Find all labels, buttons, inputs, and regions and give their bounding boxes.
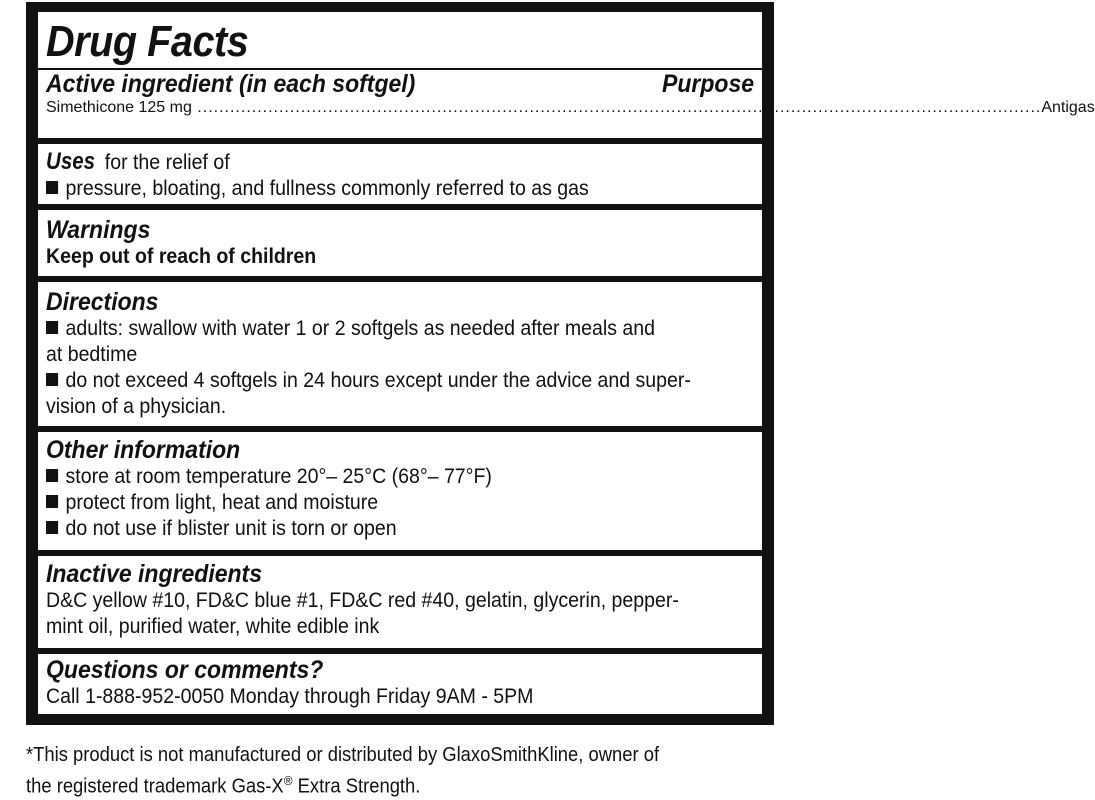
purpose-heading: Purpose xyxy=(661,70,754,98)
directions-heading: Directions xyxy=(46,288,159,316)
leader-dots: ........................................................................................................................................................... xyxy=(191,99,1042,116)
directions-section xyxy=(38,282,762,426)
active-ingredient-row xyxy=(46,98,1095,118)
other-info-item: protect from light, heat and moisture xyxy=(46,490,704,516)
directions-item-2: do not exceed 4 softgels in 24 hours except under the advice and super- xyxy=(46,368,704,394)
bullet-square-icon xyxy=(46,495,58,508)
disclaimer-footnote xyxy=(26,742,725,800)
directions-item-1-cont: at bedtime xyxy=(46,343,138,366)
bullet-square-icon xyxy=(46,521,58,534)
warnings-heading: Warnings xyxy=(46,216,151,244)
drug-facts-panel xyxy=(26,2,1095,725)
active-ingredient-header xyxy=(46,70,754,98)
questions-section xyxy=(38,654,762,714)
title-section xyxy=(38,12,1095,138)
bullet-square-icon xyxy=(46,373,58,386)
active-ingredient-heading: Active ingredient (in each softgel) xyxy=(46,70,416,98)
uses-intro: for the relief of xyxy=(104,151,230,174)
other-info-section xyxy=(38,432,762,550)
directions-item-1: adults: swallow with water 1 or 2 softgels as needed after meals and xyxy=(46,316,704,342)
other-info-item: do not use if blister unit is torn or open xyxy=(46,516,704,542)
inactive-ingredients-line: D&C yellow #10, FD&C blue #1, FD&C red #40, gelatin, glycerin, pepper- xyxy=(46,589,679,612)
ingredient-purpose: Antigas xyxy=(1041,99,1095,116)
uses-item: pressure, bloating, and fullness commonly referred to as gas xyxy=(46,176,704,202)
bullet-square-icon xyxy=(46,321,58,334)
bullet-square-icon xyxy=(46,181,58,194)
warnings-section xyxy=(38,210,762,276)
ingredient-name: Simethicone 125 mg xyxy=(46,99,192,116)
inactive-ingredients-heading: Inactive ingredients xyxy=(46,560,263,588)
inactive-ingredients-line: mint oil, purified water, white edible ink xyxy=(46,615,380,638)
uses-section xyxy=(38,144,762,204)
other-info-item: store at room temperature 20°– 25°C (68°– 77°F) xyxy=(46,464,704,490)
other-info-heading: Other information xyxy=(46,436,241,464)
questions-heading: Questions or comments? xyxy=(46,656,324,684)
directions-item-2-cont: vision of a physician. xyxy=(46,395,227,418)
disclaimer-line-2: the registered trademark Gas-X® Extra Strength. xyxy=(26,773,421,798)
warnings-text: Keep out of reach of children xyxy=(46,245,317,268)
drug-facts-title: Drug Facts xyxy=(46,17,249,66)
bullet-square-icon xyxy=(46,469,58,482)
uses-heading: Uses xyxy=(46,148,96,175)
questions-text: Call 1-888-952-0050 Monday through Friday 9AM - 5PM xyxy=(46,685,534,708)
inactive-ingredients-section xyxy=(38,556,762,648)
disclaimer-line-1: *This product is not manufactured or distributed by GlaxoSmithKline, owner of xyxy=(26,744,660,766)
registered-mark: ® xyxy=(283,773,293,788)
